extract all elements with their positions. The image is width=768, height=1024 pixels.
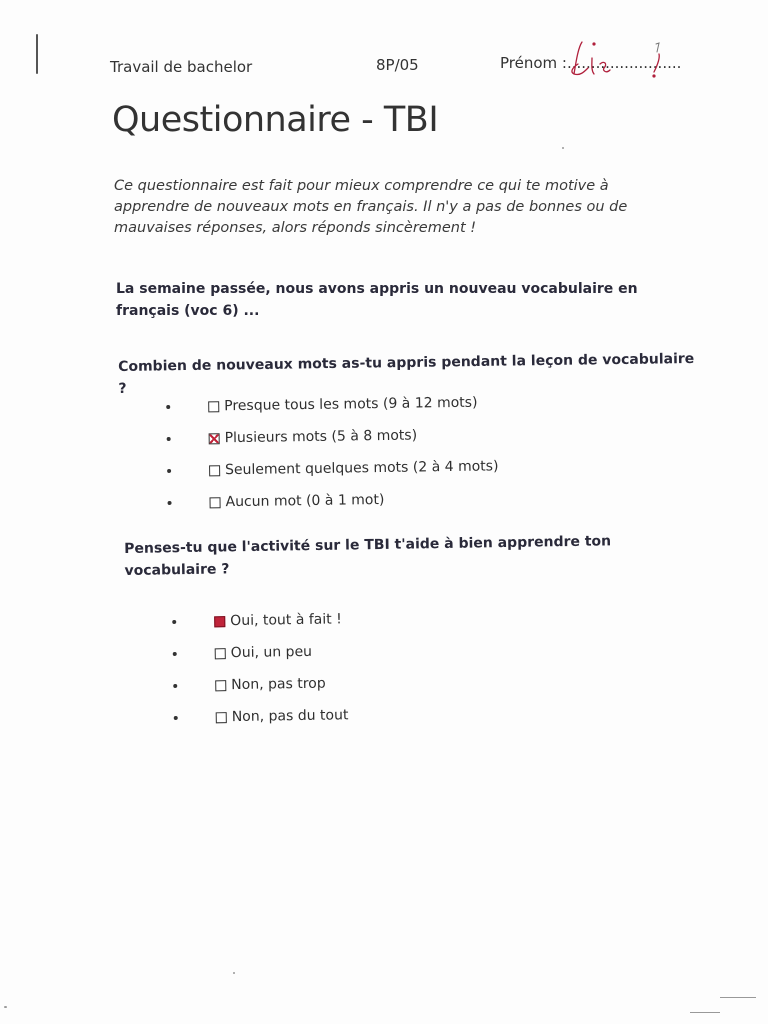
option-item[interactable] [167,450,499,487]
option-item[interactable] [172,603,347,638]
bullet-icon [173,684,177,688]
option-label: Oui, un peu [230,643,313,662]
bullet-icon [172,620,176,624]
intro-paragraph: Ce questionnaire est fait pour mieux comprendre ce qui te motive à apprendre de nouveaux mots en français. Il n'y a pas de bonnes ou de mauvaises réponses, alors réponds sincèrement ! [114,178,628,236]
bullet-icon [168,501,172,505]
name-dots: ........................ [566,54,682,72]
option-label: Non, pas trop [231,675,326,694]
option-label: Presque tous les mots (9 à 12 mots) [224,394,478,415]
scan-speck [690,1012,720,1013]
checkbox-empty-icon[interactable] [216,712,227,723]
option-item[interactable] [166,386,498,423]
question-2-text: Penses-tu que l'activité sur le TBI t'aide à bien apprendre ton vocabulaire ? [124,533,612,579]
question-2-options [172,603,349,734]
checkbox-empty-icon[interactable] [208,401,219,412]
checkbox-empty-icon[interactable] [215,680,226,691]
option-item[interactable] [174,699,349,734]
checkbox-empty-icon[interactable] [209,497,220,508]
bullet-icon [174,716,178,720]
option-label: Aucun mot (0 à 1 mot) [225,491,385,511]
option-item[interactable] [166,418,498,455]
option-label: Non, pas du tout [231,707,349,726]
name-label: Prénom : [500,54,567,72]
option-item[interactable] [167,482,499,519]
handwritten-name-signature [564,34,674,82]
option-label: Seulement quelques mots (2 à 4 mots) [224,458,499,479]
option-item[interactable] [173,667,348,702]
header-class-code: 8P/05 [376,56,419,74]
header-course: Travail de bachelor [110,58,253,76]
margin-mark [36,34,38,74]
question-1-options [166,386,499,519]
scan-speck [720,997,756,998]
bullet-icon [167,469,171,473]
option-label: Plusieurs mots (5 à 8 mots) [224,427,418,447]
checkbox-filled-icon[interactable] [214,616,225,627]
bullet-icon [173,652,177,656]
checkbox-crossed-icon[interactable] [209,433,220,444]
scan-speck [233,972,235,974]
scan-speck [4,1006,7,1008]
question-1-text: Combien de nouveaux mots as-tu appris pendant la leçon de vocabulaire ? [118,350,695,397]
context-statement: La semaine passée, nous avons appris un nouveau vocabulaire en français (voc 6) ... [116,281,638,319]
option-item[interactable] [173,635,348,670]
scan-speck [562,147,564,149]
option-label: Oui, tout à fait ! [230,611,342,630]
bullet-icon [166,405,170,409]
page-title: Questionnaire - TBI [112,100,439,140]
checkbox-empty-icon[interactable] [215,648,226,659]
checkbox-empty-icon[interactable] [209,465,220,476]
bullet-icon [167,437,171,441]
